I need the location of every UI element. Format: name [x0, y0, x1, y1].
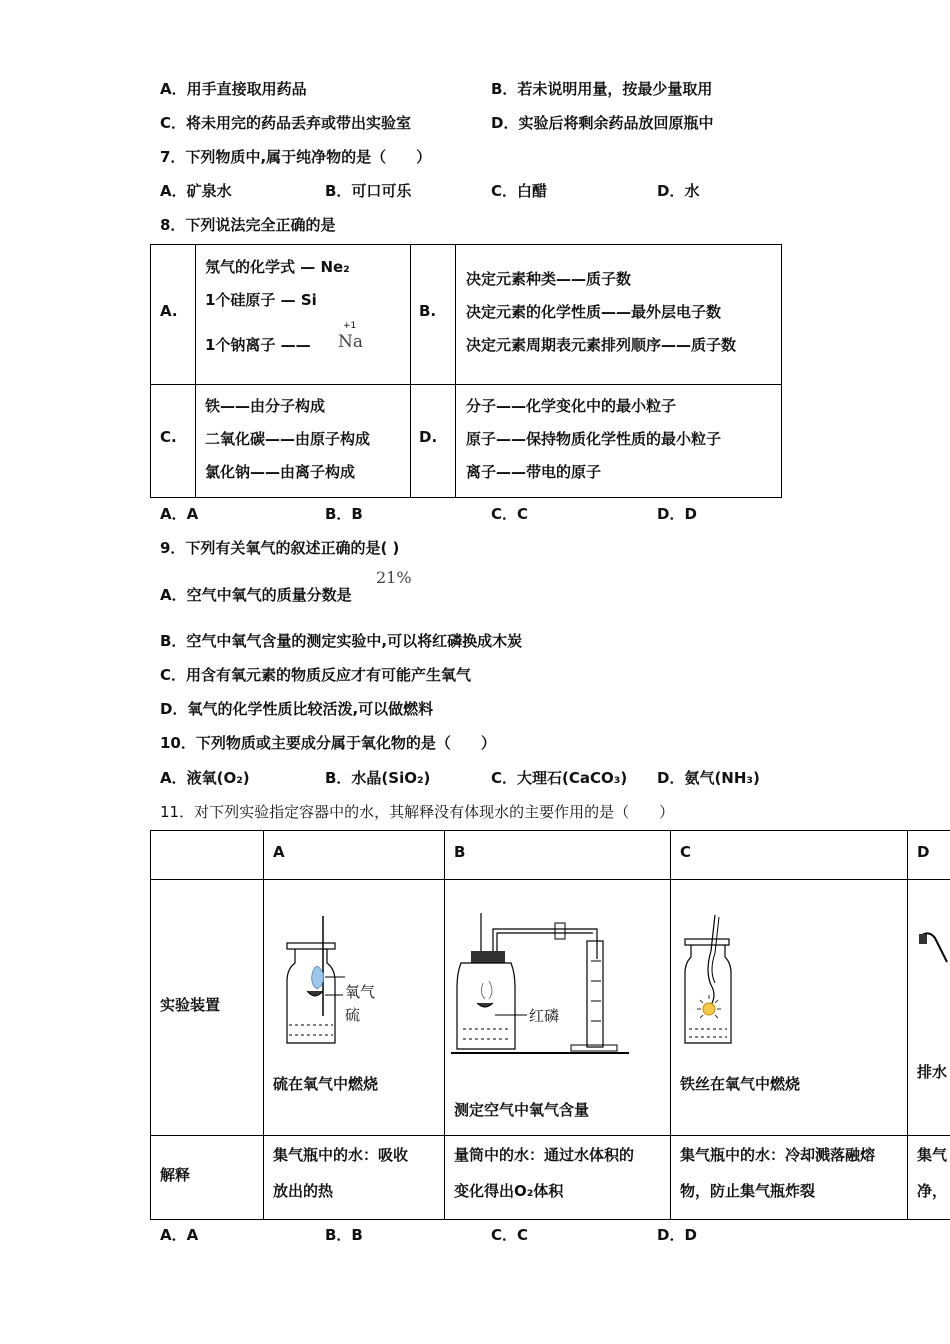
figure-water-displacement [917, 926, 950, 976]
q8-b-line-2: 决定元素的化学性质——最外层电子数 [466, 303, 722, 321]
figure-iron-wire-combustion [681, 911, 761, 1051]
q11-caption-a: 硫在氧气中燃烧 [273, 1075, 379, 1093]
q11-caption-d: 排水 [917, 1063, 948, 1081]
q8-na-symbol: Na [338, 332, 364, 352]
figure-a-oxygen-label: 氧气 [345, 983, 376, 1001]
q11-header-a: A [273, 843, 285, 861]
q7-option-b: B．可口可乐 [325, 182, 412, 200]
q11-row-device-label: 实验装置 [160, 996, 221, 1014]
q9-option-b: B．空气中氧气含量的测定实验中,可以将红磷换成木炭 [160, 632, 523, 650]
q7-option-a: A．矿泉水 [160, 182, 232, 200]
q9-option-c: C．用含有氧元素的物质反应才有可能产生氧气 [160, 666, 472, 684]
q10-option-d: D．氨气(NH₃) [657, 769, 760, 787]
q11-option-b: B．B [325, 1226, 363, 1244]
q10-option-b: B．水晶(SiO₂) [325, 769, 431, 787]
q11-option-a: A．A [160, 1226, 199, 1244]
q8-cell-d-label: D. [419, 428, 438, 446]
q8-b-line-1: 决定元素种类——质子数 [466, 270, 632, 288]
q8-c-line-1: 铁——由分子构成 [205, 397, 326, 415]
figure-b-phosphorus-label: 红磷 [529, 1007, 560, 1025]
q11-explain-b: 量筒中的水：通过水体积的 变化得出O₂体积 [454, 1146, 635, 1200]
q11-stem: 11．对下列实验指定容器中的水，其解释没有体现水的主要作用的是（ ） [160, 803, 675, 821]
q8-a-line-1: 氖气的化学式 — Ne₂ [205, 258, 350, 276]
q9-option-d: D．氧气的化学性质比较活泼,可以做燃料 [160, 700, 434, 718]
q11-header-b: B [454, 843, 466, 861]
q8-a-line-3: 1个钠离子 —— [205, 336, 311, 354]
q8-option-c: C．C [491, 505, 529, 523]
q7-option-d: D．水 [657, 182, 700, 200]
q8-cell-b-label: B. [419, 302, 437, 320]
q11-option-d: D．D [657, 1226, 697, 1244]
q6-option-b: B．若未说明用量，按最少量取用 [491, 80, 713, 98]
q8-c-line-2: 二氧化碳——由原子构成 [205, 430, 371, 448]
q10-option-c: C．大理石(CaCO₃) [491, 769, 628, 787]
q11-table [150, 830, 950, 1220]
q11-explain-c: 集气瓶中的水：冷却溅落融熔 物，防止集气瓶炸裂 [680, 1146, 876, 1200]
q6-option-d: D．实验后将剩余药品放回原瓶中 [491, 114, 714, 132]
q11-header-c: C [680, 843, 692, 861]
q8-d-line-1: 分子——化学变化中的最小粒子 [466, 397, 677, 415]
q11-row-explain-label: 解释 [160, 1166, 191, 1184]
q8-c-line-3: 氯化钠——由离子构成 [205, 463, 356, 481]
q8-d-line-3: 离子——带电的原子 [466, 463, 602, 481]
q11-caption-c: 铁丝在氧气中燃烧 [680, 1075, 801, 1093]
q8-option-a: A．A [160, 505, 199, 523]
q9-percent-value: 21% [376, 568, 412, 587]
q11-explain-a: 集气瓶中的水：吸收 放出的热 [273, 1146, 409, 1200]
q9-option-a: A．空气中氧气的质量分数是 [160, 586, 352, 604]
q9-stem: 9．下列有关氧气的叙述正确的是( ) [160, 539, 400, 557]
q8-stem: 8．下列说法完全正确的是 [160, 216, 336, 234]
q8-d-line-2: 原子——保持物质化学性质的最小粒子 [466, 430, 722, 448]
q10-stem: 10．下列物质或主要成分属于氧化物的是（ ） [160, 734, 496, 752]
q11-option-c: C．C [491, 1226, 529, 1244]
figure-a-sulfur-label: 硫 [345, 1006, 361, 1024]
q11-explain-d: 集气 净， [917, 1146, 948, 1200]
q8-na-charge: +1 [343, 321, 357, 331]
q8-b-line-3: 决定元素周期表元素排列顺序——质子数 [466, 336, 737, 354]
q8-table [150, 244, 782, 498]
q6-option-c: C．将未用完的药品丢弃或带出实验室 [160, 114, 412, 132]
q8-cell-c-label: C. [160, 428, 177, 446]
q7-option-c: C．白醋 [491, 182, 548, 200]
q8-cell-a-label: A. [160, 302, 178, 320]
q11-caption-b: 测定空气中氧气含量 [454, 1101, 590, 1119]
q11-header-d: D [917, 843, 930, 861]
q8-option-b: B．B [325, 505, 363, 523]
q7-stem: 7．下列物质中,属于纯净物的是（ ） [160, 148, 432, 166]
q8-a-line-2: 1个硅原子 — Si [205, 291, 317, 309]
q10-option-a: A．液氧(O₂) [160, 769, 250, 787]
q6-option-a: A．用手直接取用药品 [160, 80, 307, 98]
q8-option-d: D．D [657, 505, 697, 523]
figure-phosphorus-apparatus [451, 911, 636, 1061]
